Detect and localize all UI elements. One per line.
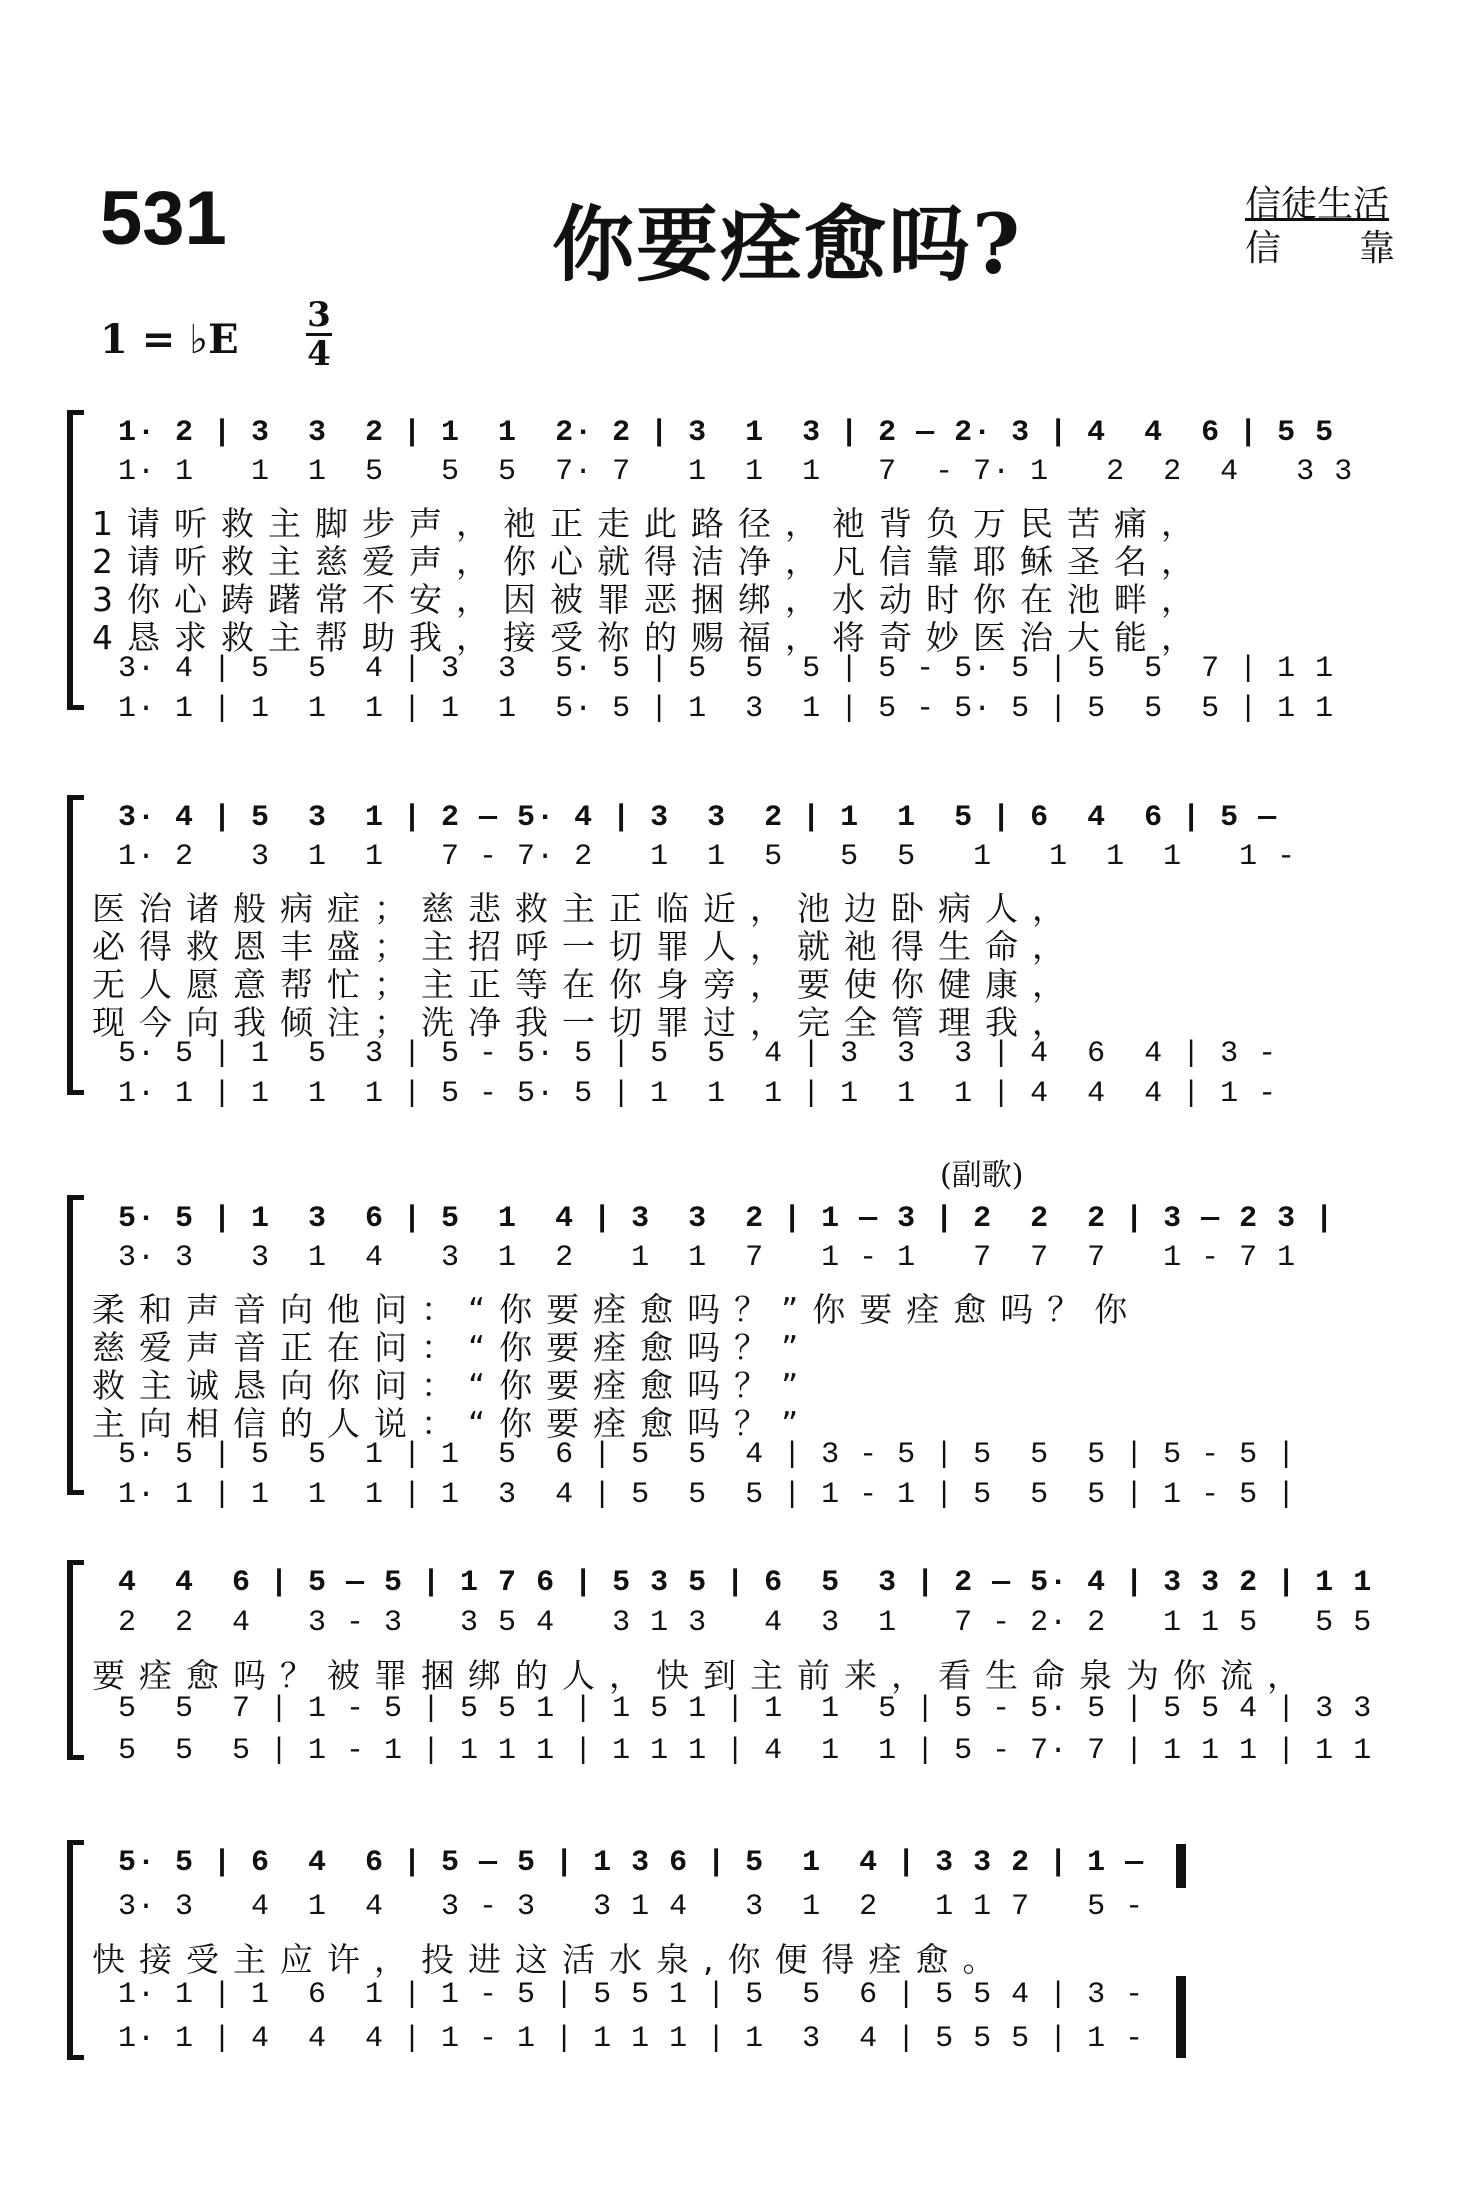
hymn-credits (1245, 183, 1395, 271)
soprano-line: 1· 2 | 3 3 2 | 1 1 2· 2 | 3 1 3 | 2 — 2· 3 | 4 4 6 | 5 5 (118, 416, 1335, 450)
time-numerator: 3 (307, 295, 331, 335)
time-signature (306, 295, 332, 374)
lyric-verse-4: 主向相信的人说：“你要痊愈吗？” (92, 1404, 813, 1443)
lyric-verse-2: 慈爱声音正在问：“你要痊愈吗？” (92, 1328, 813, 1367)
chorus-label: (副歌) (940, 1158, 1024, 1193)
bass-line: 1· 1 | 1 1 1 | 5 - 5· 5 | 1 1 1 | 1 1 1 | 4 4 4 | 1 - (118, 1077, 1278, 1111)
lyric-verse-2: 必得救恩丰盛；主招呼一切罪人，就祂得生命， (92, 927, 1079, 966)
music-system-3 (0, 1150, 1477, 1510)
alto-line: 3· 3 4 1 4 3 - 3 3 1 4 3 1 2 1 1 7 5 - (118, 1890, 1145, 1924)
soprano-line: 5· 5 | 1 3 6 | 5 1 4 | 3 3 2 | 1 — 3 | 2 2 2 | 3 — 2 3 | (118, 1202, 1335, 1236)
tenor-line: 3· 4 | 5 5 4 | 3 3 5· 5 | 5 5 5 | 5 - 5· 5 | 5 5 7 | 1 1 (118, 652, 1335, 686)
system-bracket (62, 795, 92, 1095)
music-system-5 (0, 1830, 1477, 2070)
bass-line: 1· 1 | 1 1 1 | 1 1 5· 5 | 1 3 1 | 5 - 5· 5 | 5 5 5 | 1 1 (118, 692, 1335, 726)
bass-line: 1· 1 | 4 4 4 | 1 - 1 | 1 1 1 | 1 3 4 | 5 5 5 | 1 - (118, 2022, 1145, 2056)
system-bracket (62, 410, 92, 710)
credit-source: 信徒生活 (1245, 184, 1390, 225)
lyric-verse-1: 医治诸般病症；慈悲救主正临近，池边卧病人， (92, 889, 1079, 928)
alto-line: 3· 3 3 1 4 3 1 2 1 1 7 1 - 1 7 7 7 1 - 7 1 (118, 1241, 1297, 1275)
music-system-1 (0, 400, 1477, 726)
bass-line: 1· 1 | 1 1 1 | 1 3 4 | 5 5 5 | 1 - 1 | 5 5 5 | 1 - 5 | (118, 1478, 1297, 1512)
tenor-line: 5· 5 | 1 5 3 | 5 - 5· 5 | 5 5 4 | 3 3 3 | 4 6 4 | 3 - (118, 1037, 1278, 1071)
tenor-line: 1· 1 | 1 6 1 | 1 - 5 | 5 5 1 | 5 5 6 | 5 5 4 | 3 - (118, 1978, 1145, 2012)
system-bracket (62, 1195, 92, 1495)
lyric-verse-3: 无人愿意帮忙；主正等在你身旁，要使你健康， (92, 965, 1079, 1004)
lyric-verse-3: 救主诚恳向你问：“你要痊愈吗？” (92, 1366, 813, 1405)
alto-line: 1· 1 1 1 5 5 5 7· 7 1 1 1 7 - 7· 1 2 2 4 3 3 (118, 455, 1354, 489)
soprano-line: 4 4 6 | 5 — 5 | 1 7 6 | 5 3 5 | 6 5 3 | 2 — 5· 4 | 3 3 2 | 1 1 (118, 1566, 1373, 1600)
hymn-title: 你要痊愈吗? (552, 197, 1023, 293)
final-barline-top (1176, 1844, 1186, 1888)
credit-tune: 信 靠 (1245, 228, 1395, 269)
lyric-verse-4: 现今向我倾注；洗净我一切罪过，完全管理我， (92, 1003, 1079, 1042)
system-bracket (62, 1560, 92, 1760)
lyric-line: 要痊愈吗？被罪捆绑的人，快到主前来，看生命泉为你流， (92, 1656, 1314, 1695)
lyric-verse-1: 柔和声音向他问：“你要痊愈吗？”你要痊愈吗？你 (92, 1290, 1142, 1329)
system-bracket (62, 1840, 92, 2060)
lyric-verse-3: 3你心踌躇常不安，因被罪恶捆绑，水动时你在池畔， (92, 580, 1208, 619)
key-signature: 1 = ♭E (100, 316, 239, 363)
hymn-number: 531 (100, 176, 227, 261)
final-barline-bottom (1176, 1976, 1186, 2058)
lyric-verse-2: 2请听救主慈爱声，你心就得洁净，凡信靠耶稣圣名， (92, 542, 1208, 581)
soprano-line: 3· 4 | 5 3 1 | 2 — 5· 4 | 3 3 2 | 1 1 5 | 6 4 6 | 5 — (118, 801, 1278, 835)
time-denominator: 4 (307, 334, 331, 374)
soprano-line: 5· 5 | 6 4 6 | 5 — 5 | 1 3 6 | 5 1 4 | 3 3 2 | 1 — (118, 1846, 1145, 1880)
lyric-verse-1: 1请听救主脚步声，祂正走此路径，祂背负万民苦痛， (92, 504, 1208, 543)
tenor-line: 5· 5 | 5 5 1 | 1 5 6 | 5 5 4 | 3 - 5 | 5 5 5 | 5 - 5 | (118, 1438, 1297, 1472)
bass-line: 5 5 5 | 1 - 1 | 1 1 1 | 1 1 1 | 4 1 1 | 5 - 7· 7 | 1 1 1 | 1 1 (118, 1734, 1373, 1768)
music-system-4 (0, 1550, 1477, 1770)
lyric-verse-4: 4恳求救主帮助我，接受祢的赐福，将奇妙医治大能， (92, 618, 1208, 657)
alto-line: 1· 2 3 1 1 7 - 7· 2 1 1 5 5 5 1 1 1 1 1 - (118, 840, 1297, 874)
music-system-2 (0, 785, 1477, 1111)
lyric-line: 快接受主应许，投进这活水泉,你便得痊愈。 (92, 1940, 1010, 1979)
alto-line: 2 2 4 3 - 3 3 5 4 3 1 3 4 3 1 7 - 2· 2 1 1 5 5 5 (118, 1606, 1373, 1640)
tenor-line: 5 5 7 | 1 - 5 | 5 5 1 | 1 5 1 | 1 1 5 | 5 - 5· 5 | 5 5 4 | 3 3 (118, 1692, 1373, 1726)
